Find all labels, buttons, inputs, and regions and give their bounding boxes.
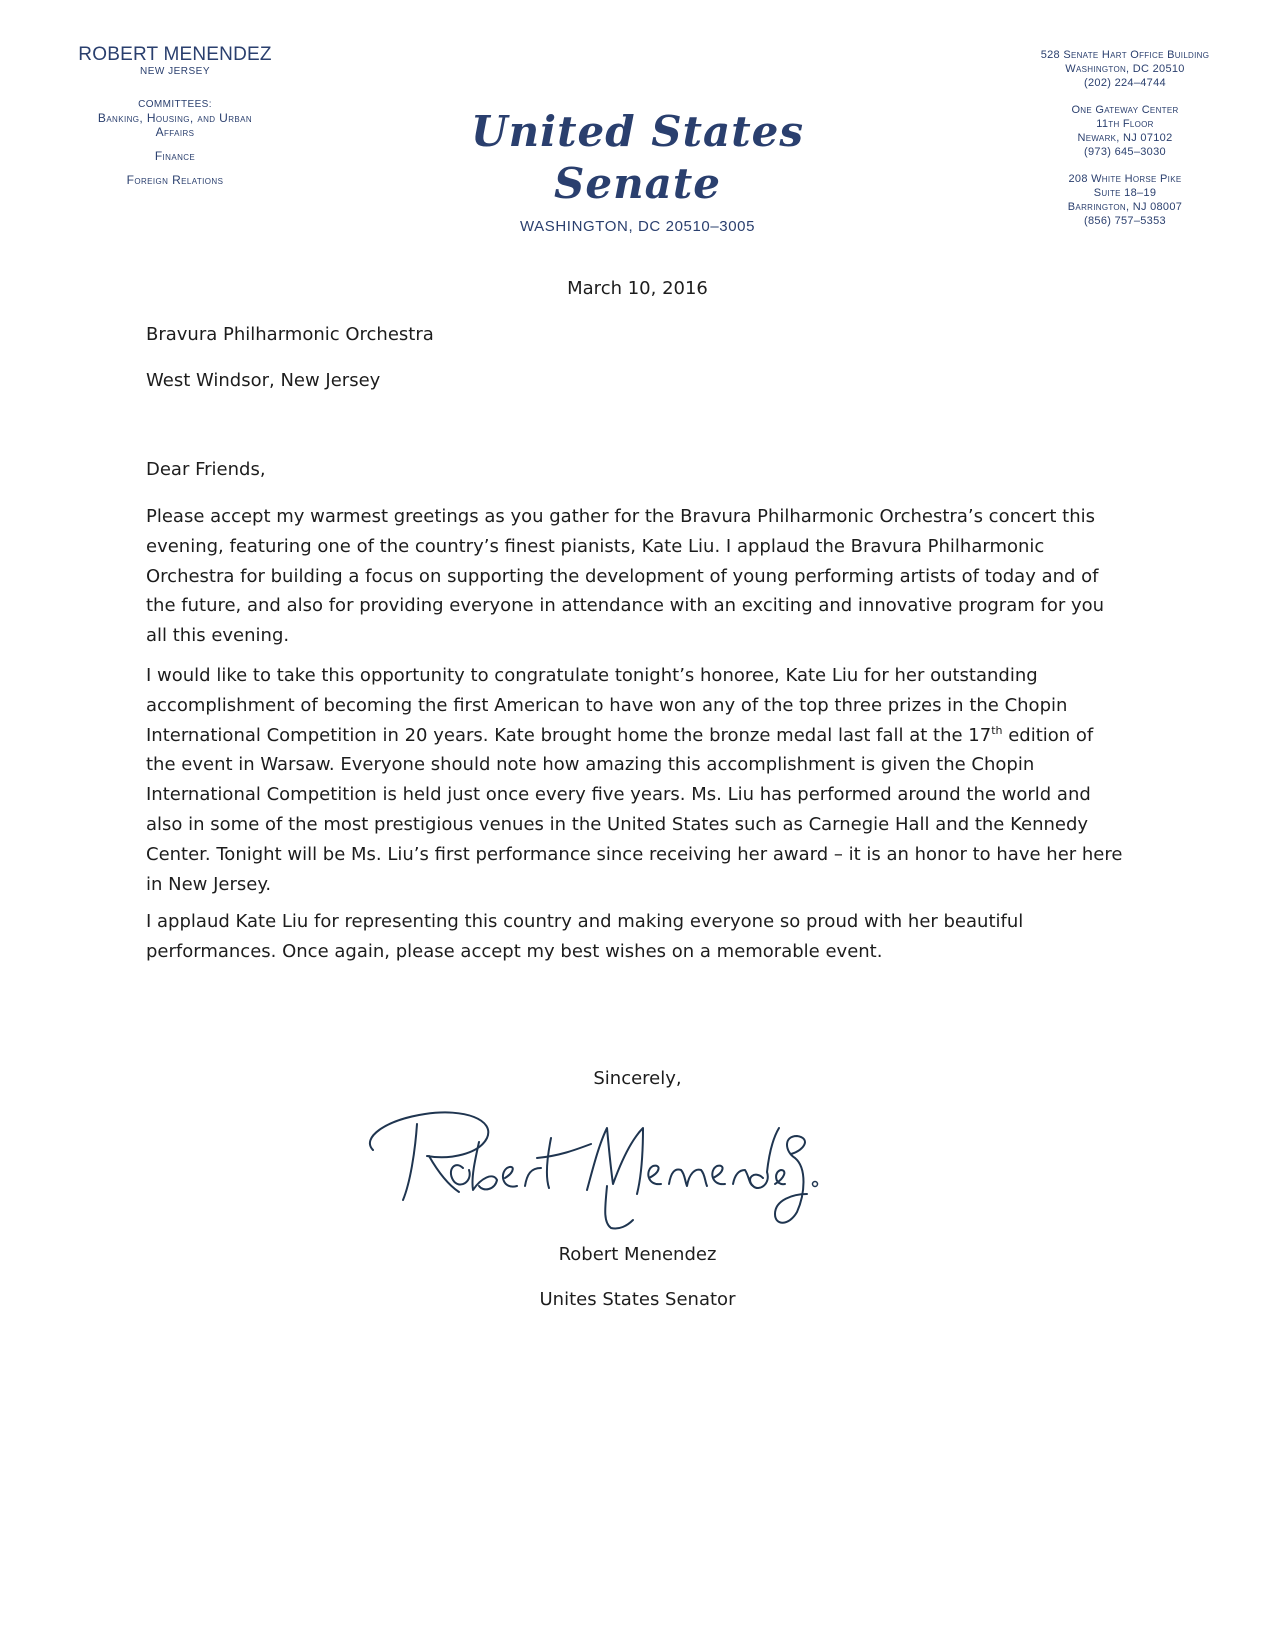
office-address (1005, 172, 1245, 228)
salutation: Dear Friends, (146, 459, 266, 480)
senate-title: United States Senate (471, 107, 804, 208)
committee-item: Banking, Housing, and Urban (97, 111, 253, 125)
office-address (1005, 103, 1245, 159)
paragraph-2 (146, 661, 1126, 899)
signer-name: Robert Menendez (558, 1244, 717, 1265)
address-line: One Gateway Center (1071, 104, 1179, 116)
recipient-name: Bravura Philharmonic Orchestra (146, 324, 434, 345)
closing: Sincerely, (593, 1068, 682, 1089)
letterhead-left (40, 44, 310, 187)
signature (355, 1098, 825, 1238)
ordinal-suffix: th (991, 723, 1003, 737)
senator-name: ROBERT MENENDEZ (78, 44, 272, 65)
signer-title: Unites States Senator (539, 1289, 736, 1310)
address-line: Suite 18–19 (1093, 187, 1157, 199)
senator-state: NEW JERSEY (139, 66, 210, 77)
address-line: Barrington, NJ 08007 (1067, 201, 1183, 213)
letterhead-center (400, 106, 875, 235)
senate-city: WASHINGTON, DC 20510–3005 (519, 218, 756, 235)
address-line: (973) 645–3030 (1084, 146, 1166, 158)
committee-item: Foreign Relations (126, 173, 224, 187)
paragraph-1: Please accept my warmest greetings as you gather for the Bravura Philharmonic Orchestra’s concert this evening, featuring one of the country’s finest pianists, Kate Liu. I applaud the Bravura Philharmonic Orchestra for building a focus on supporting the development of young performing artists of today and of the future, and also for providing everyone in attendance with an exciting and innovative program for you all this evening. (146, 506, 1105, 647)
committee-item: Affairs (155, 125, 195, 139)
paragraph-2-part-a: I would like to take this opportunity to congratulate tonight’s honoree, Kate Liu for her outstanding accomplishment of becoming the first American to have won any of the top three prizes in the Chopin International Competition in 20 years. Kate brought home the bronze medal last fall at the 17 (146, 665, 1068, 746)
recipient-location: West Windsor, New Jersey (146, 370, 381, 391)
address-line: 528 Senate Hart Office Building (1040, 49, 1210, 61)
letter-date: March 10, 2016 (567, 278, 708, 299)
address-line: 208 White Horse Pike (1068, 173, 1182, 185)
paragraph-3: I applaud Kate Liu for representing this country and making everyone so proud with her beautiful performances. Once again, please accept my best wishes on a memorable event. (146, 911, 1024, 962)
address-line: (202) 224–4744 (1084, 77, 1166, 89)
paragraph-2-part-b: edition of the event in Warsaw. Everyone should note how amazing this accomplishment is given the Chopin International Competition is held just once every five years. Ms. Liu has performed around the world and also in some of the most prestigious venues in the United States such as Carnegie Hall and the Kennedy Center. Tonight will be Ms. Liu’s first performance since receiving her award – it is an honor to have her here in New Jersey. (146, 724, 1123, 895)
address-line: Washington, DC 20510 (1065, 63, 1185, 75)
committee-item: Finance (154, 149, 196, 163)
letterhead-right (1005, 48, 1245, 241)
address-line: 11th Floor (1096, 118, 1154, 130)
office-address (1005, 48, 1245, 90)
address-line: (856) 757–5353 (1084, 215, 1166, 227)
committees-title: COMMITTEES: (138, 99, 212, 110)
address-line: Newark, NJ 07102 (1077, 132, 1173, 144)
